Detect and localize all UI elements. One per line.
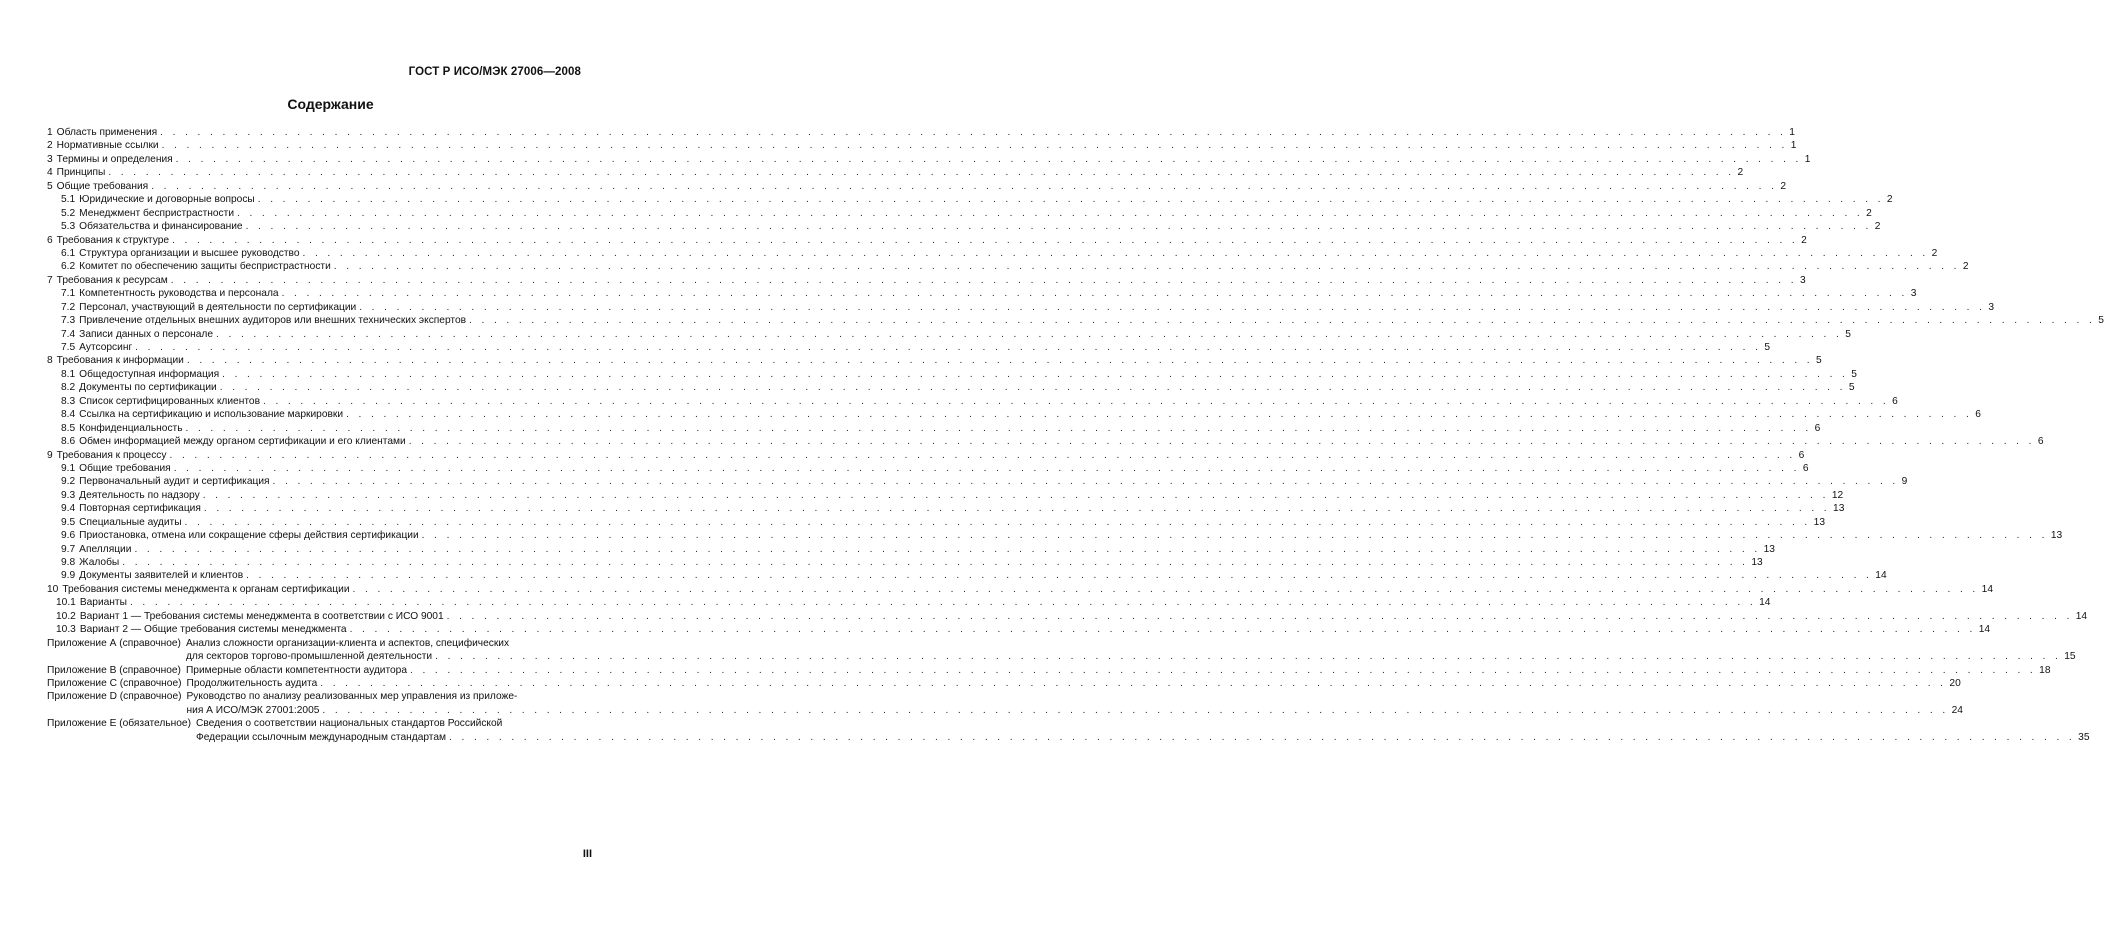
toc-entry-page: 2 [1886,194,1893,206]
toc-entry-title: Записи данных о персонале [79,328,214,340]
toc-entry-number: 7.1 [61,288,76,300]
toc-leader-dots [282,287,1908,300]
toc-entry[interactable] [47,166,1744,179]
toc-entry-title: Приостановка, отмена или сокращение сферы действия сертификации [79,530,419,542]
toc-leader-dots [273,475,1899,488]
toc-entry[interactable] [47,408,1981,421]
appendix-label: Приложение Е (обязательное) [47,718,191,730]
appendix-page: 18 [2039,664,2051,676]
appendix-title-text: Федерации ссылочным международным стандартам [196,731,447,743]
toc-entry-page: 2 [1780,180,1786,192]
toc-entry[interactable] [47,247,1938,260]
toc-entry-title: Варианты [79,597,127,609]
toc-entry-number: 8.3 [61,395,76,407]
toc-leader-dots [346,408,1972,421]
toc-entry-title: Требования к информации [56,355,184,367]
toc-entry-page: 14 [1875,570,1887,582]
appendix-title-line [186,664,2051,677]
toc-entry-page: 13 [1763,543,1775,555]
appendix-title-text: Примерные области компетентности аудитора [185,664,408,676]
toc-entry-title: Принципы [56,167,106,179]
appendix-page: 24 [1951,704,1963,716]
toc-entry-page: 6 [1975,409,1981,421]
toc-entry-page: 2 [1866,207,1872,219]
appendix-page: 15 [2064,651,2076,663]
appendix-title [187,690,1963,717]
toc-leader-dots [409,435,2035,448]
appendix-title [187,677,1961,690]
toc-entry-title: Аутсорсинг [79,342,133,353]
toc-entry-number: 1 [47,127,53,138]
toc-entry-page: 2 [1962,261,1969,273]
toc-entry-number: 8.6 [61,436,76,448]
appendix-label: Приложение D (справочное) [47,691,182,703]
toc-appendix-entry[interactable] [47,677,1961,690]
toc-appendix-entry[interactable] [47,717,2090,744]
toc-entry-page: 14 [2075,610,2088,622]
toc-entry-number: 6 [47,234,53,246]
toc-entry[interactable] [47,193,1893,206]
toc-entry-page: 5 [2098,315,2104,327]
toc-entry-title: Структура организации и высшее руководство [79,247,300,259]
toc-entry-page: 2 [1874,221,1881,233]
toc-entry[interactable] [47,422,1821,435]
toc-entry-number: 7.5 [61,342,76,353]
toc-entry-page: 3 [1988,301,1995,313]
toc-entry[interactable] [47,207,1872,220]
toc-entry[interactable] [47,328,1851,341]
toc-leader-dots [151,180,1777,193]
toc-leader-dots [246,220,1872,233]
toc-entry-title: Общие требования [79,462,171,474]
toc-entry-page: 5 [1848,382,1855,394]
toc-entry[interactable] [47,596,1771,609]
toc-entry-title: Вариант 2 — Общие требования системы менеджмента [79,624,347,636]
toc-entry-page: 1 [1789,127,1795,138]
toc-leader-dots [187,354,1813,367]
toc-entry-number: 4 [47,167,53,179]
toc-entry-number: 8.2 [61,382,76,394]
toc-entry-title: Нормативные ссылки [56,140,159,152]
toc-leader-dots [160,126,1786,139]
toc-leader-dots [172,234,1798,247]
toc-entry-number: 6.2 [61,261,76,273]
toc-entry-number: 9.6 [61,530,76,542]
toc-leader-dots [203,489,1829,502]
toc-entry-title: Апелляции [79,543,132,555]
toc-entry-number: 9.4 [61,503,76,515]
toc-entry-title: Документы по сертификации [79,382,217,394]
toc-entry-number: 2 [47,140,53,152]
toc-leader-dots [162,139,1788,152]
toc-leader-dots [220,381,1846,394]
toc-leader-dots [176,153,1802,166]
toc-leader-dots [258,193,1884,206]
toc-entry-page: 3 [1910,288,1917,300]
toc-entry-number: 6.1 [61,247,76,259]
toc-leader-dots [353,583,1979,596]
toc-entry[interactable] [47,556,1763,569]
page-title: Содержание [287,96,374,112]
document-code: ГОСТ Р ИСО/МЭК 27006—2008 [408,66,581,78]
toc-entry-number: 9.1 [61,462,76,474]
toc-entry-page: 14 [1759,597,1771,609]
appendix-label: Приложение В (справочное) [47,664,181,676]
toc-entry-title: Требования к структуре [56,234,170,246]
toc-entry-number: 7 [47,274,53,286]
toc-entry-number: 8.5 [61,422,76,434]
toc-entry-number: 9.5 [61,516,76,528]
toc-entry-number: 10.3 [56,624,76,636]
toc-entry[interactable] [47,287,1917,300]
toc-entry-number: 8.4 [61,409,76,421]
toc-entry-number: 9 [47,449,53,461]
toc-entry[interactable] [47,126,1795,139]
toc-entry-number: 5 [47,180,53,192]
toc-leader-dots [263,395,1889,408]
toc-entry-number: 7.2 [61,301,76,313]
toc-entry-page: 9 [1901,476,1908,488]
toc-appendix-entry[interactable] [47,690,1963,717]
toc-entry-page: 6 [1802,462,1809,474]
toc-entry-title: Конфиденциальность [79,422,183,434]
toc-entry[interactable] [47,354,1822,367]
toc-entry[interactable] [47,139,1797,152]
toc-leader-dots [134,543,1760,556]
appendix-title-text: ния А ИСО/МЭК 27001:2005 [186,704,320,716]
toc-entry-title: Обязательства и финансирование [79,221,243,233]
toc-leader-dots [303,247,1929,260]
appendix-title-line [196,731,2090,744]
toc-leader-dots [422,529,2048,542]
toc-entry[interactable] [47,220,1881,233]
toc-entry[interactable] [47,435,2044,448]
toc-entry-page: 5 [1816,355,1822,367]
toc-entry-title: Компетентность руководства и персонала [79,288,279,300]
toc-entry-title: Юридические и договорные вопросы [79,194,255,206]
appendix-title-text: Руководство по анализу реализованных мер управления из приложе- [186,691,518,703]
toc-entry-number: 9.2 [61,476,76,488]
appendix-title-line [196,717,2090,730]
toc-entry[interactable] [47,610,2088,623]
appendix-title-text: Сведения о соответствии национальных стандартов Российской [196,718,503,730]
toc-entry-page: 13 [1813,516,1826,528]
toc-entry[interactable] [47,529,2063,542]
toc-entry[interactable] [47,234,1807,247]
toc-leader-dots [237,207,1863,220]
toc-entry[interactable] [47,260,1969,273]
appendix-title [186,637,2076,664]
toc-entry-page: 14 [1978,624,1991,636]
appendix-title-text: Анализ сложности организации-клиента и аспектов, специфических [185,637,510,649]
toc-entry[interactable] [47,502,1845,515]
toc-leader-dots [204,502,1830,515]
toc-leader-dots [185,516,1811,529]
toc-entry-title: Ссылка на сертификацию и использование маркировки [79,409,344,421]
toc-entry[interactable] [47,395,1898,408]
appendix-title [186,664,2051,677]
page-number: III [582,848,592,860]
appendix-page: 35 [2078,731,2090,743]
toc-entry[interactable] [47,623,1991,636]
toc-appendix-entry[interactable] [47,664,2051,677]
appendix-title-text: для секторов торгово-промышленной деятельности [185,651,433,663]
toc-entry-number: 7.4 [61,328,76,340]
toc-entry-title: Общедоступная информация [79,368,220,380]
toc-entry[interactable] [47,475,1908,488]
toc-entry[interactable] [47,381,1855,394]
toc-entry-title: Требования к процессу [56,449,167,461]
toc-leader-dots [108,166,1734,179]
toc-leader-dots [130,596,1756,609]
toc-entry-number: 10.1 [56,597,76,609]
toc-leader-dots [410,664,2036,677]
toc-entry[interactable] [47,449,1805,462]
toc-entry[interactable] [47,489,1844,502]
toc-entry-number: 3 [47,153,53,165]
toc-entry[interactable] [47,543,1775,556]
toc-entry-number: 8.1 [61,368,76,380]
appendix-title-line [186,650,2076,663]
appendix-label: Приложение С (справочное) [47,677,182,689]
toc-entry-number: 5.3 [61,221,76,233]
toc-entry-number: 7.3 [61,315,76,327]
toc-entry-title: Первоначальный аудит и сертификация [79,476,270,488]
toc-appendix-entry[interactable] [47,637,2076,664]
toc-entry-page: 6 [1814,422,1821,434]
toc-entry[interactable] [47,274,1806,287]
appendix-page: 20 [1949,677,1961,689]
toc-entry[interactable] [47,368,1857,381]
toc-entry-page: 6 [1892,395,1898,407]
toc-entry-title: Требования системы менеджмента к органам сертификации [62,583,350,595]
toc-entry-title: Обмен информацией между органом сертификации и его клиентами [79,436,406,448]
toc-entry-page: 13 [1751,557,1763,568]
toc-entry-page: 12 [1831,489,1844,501]
toc-entry[interactable] [47,462,1809,475]
toc-entry-page: 5 [1845,328,1851,340]
toc-leader-dots [350,623,1976,636]
appendix-title-line [187,690,1963,703]
toc-entry-page: 5 [1851,368,1857,380]
toc-entry[interactable] [47,341,1770,354]
toc-entry-page: 14 [1981,583,1994,595]
toc-entry-title: Область применения [56,127,158,138]
toc-leader-dots [447,610,2073,623]
toc-entry-page: 3 [1799,274,1806,286]
toc-entry-title: Персонал, участвующий в деятельности по сертификации [79,301,357,313]
toc-leader-dots [320,677,1946,690]
appendix-title-line [187,677,1961,690]
toc-entry-title: Документы заявителей и клиентов [79,570,244,582]
toc-entry-page: 2 [1737,167,1744,179]
toc-leader-dots [322,704,1948,717]
toc-entry-title: Список сертифицированных клиентов [79,395,260,407]
toc-entry-page: 1 [1790,140,1797,152]
toc-entry[interactable] [47,314,2104,327]
toc-entry-title: Общие требования [56,180,149,192]
toc-entry-number: 9.7 [61,543,76,555]
toc-entry-page: 6 [2037,436,2044,448]
toc-entry-title: Вариант 1 — Требования системы менеджмента в соответствии с ИСО 9001 [79,610,444,622]
toc-entry-title: Термины и определения [56,153,173,165]
toc-entry-number: 5.1 [61,194,76,206]
toc-entry-number: 9.8 [61,557,76,568]
toc-entry-title: Повторная сертификация [79,503,201,515]
toc-leader-dots [174,462,1800,475]
toc-leader-dots [216,328,1842,341]
appendix-title-line [186,637,2076,650]
toc-leader-dots [169,449,1795,462]
toc-entry[interactable] [47,516,1826,529]
toc-entry-number: 5.2 [61,207,76,219]
toc-entry-page: 1 [1804,153,1811,165]
toc-entry-page: 5 [1764,342,1770,353]
toc-entry-title: Деятельность по надзору [79,489,200,501]
toc-leader-dots [449,731,2075,744]
toc-entry[interactable] [47,583,1994,596]
toc-entry-title: Привлечение отдельных внешних аудиторов или внешних технических экспертов [79,315,467,327]
toc-entry[interactable] [47,180,1786,193]
appendix-title [196,717,2090,744]
toc-entry-number: 10.2 [56,610,76,622]
toc-entry[interactable] [47,569,1887,582]
toc-entry-title: Менеджмент беспристрастности [79,207,235,219]
toc-entry-title: Комитет по обеспечению защиты беспристрастности [79,261,331,273]
toc-entry-number: 9.3 [61,489,76,501]
toc-leader-dots [222,368,1848,381]
toc-leader-dots [186,422,1812,435]
appendix-title-text: Продолжительность аудита [186,677,318,689]
appendix-label: Приложение А (справочное) [47,637,181,649]
toc-entry-number: 8 [47,355,53,367]
toc-entry-number: 9.9 [61,570,76,582]
toc-entry-page: 13 [1833,503,1845,515]
toc-entry-title: Специальные аудиты [79,516,182,528]
toc-leader-dots [359,301,1985,314]
toc-leader-dots [122,556,1748,569]
toc-leader-dots [171,274,1797,287]
toc-entry-page: 6 [1798,449,1805,461]
toc-leader-dots [334,260,1960,273]
table-of-contents [47,126,2104,744]
toc-entry-title: Требования к ресурсам [56,274,168,286]
toc-entry[interactable] [47,153,1811,166]
appendix-title-line [187,704,1963,717]
toc-leader-dots [135,341,1761,354]
toc-entry-title: Жалобы [79,557,120,568]
toc-leader-dots [469,314,2095,327]
toc-entry[interactable] [47,301,1995,314]
toc-leader-dots [435,650,2061,663]
toc-leader-dots [246,569,1872,582]
toc-entry-page: 2 [1931,247,1938,259]
toc-entry-page: 2 [1801,234,1807,246]
toc-entry-page: 13 [2050,530,2063,542]
toc-entry-number: 10 [47,583,59,595]
